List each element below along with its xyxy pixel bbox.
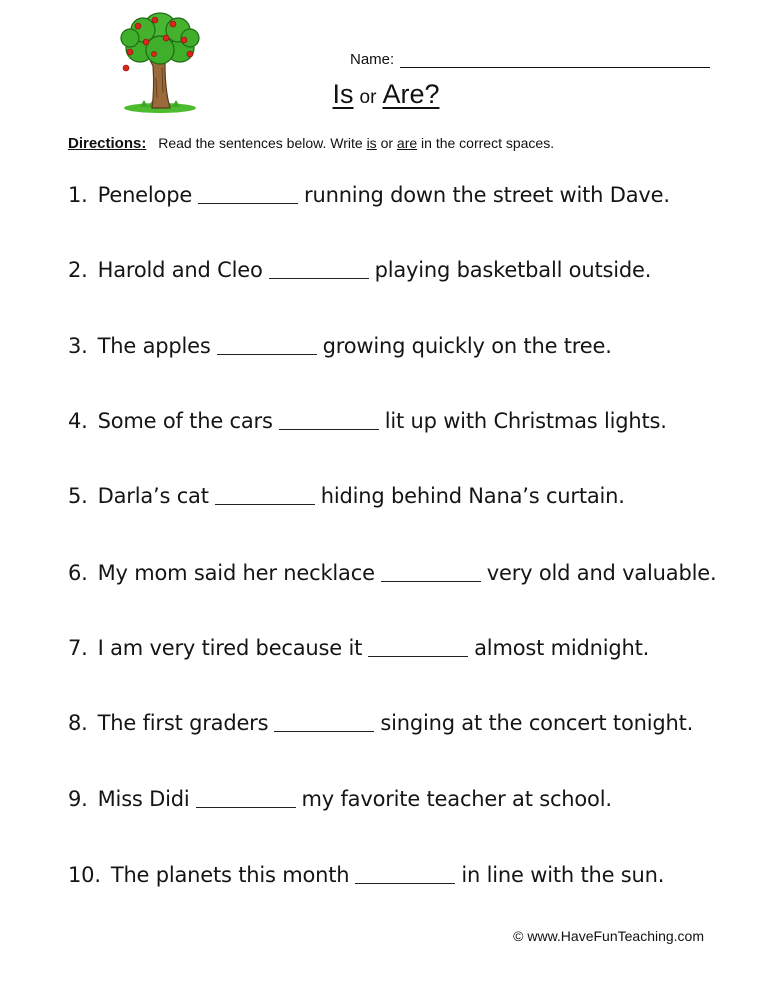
answer-blank[interactable] (279, 409, 379, 430)
question-item (68, 250, 651, 290)
question-text-before: The apples (97, 334, 211, 358)
question-text-before: The planets this month (110, 863, 350, 887)
question-text-before: My mom said her necklace (97, 561, 375, 585)
question-text-after: very old and valuable. (486, 561, 717, 585)
answer-blank[interactable] (355, 863, 455, 884)
title-or: or (359, 87, 377, 108)
copyright-footer: © www.HaveFunTeaching.com (513, 928, 704, 944)
question-number: 8. (68, 711, 88, 735)
answer-blank[interactable] (269, 258, 369, 279)
answer-blank[interactable] (217, 334, 317, 355)
directions-text-before: Read the sentences below. Write (158, 135, 363, 151)
question-item (68, 401, 667, 441)
question-text-before: Some of the cars (97, 409, 273, 433)
question-item (68, 855, 664, 895)
question-item (68, 703, 693, 743)
directions (68, 135, 554, 152)
question-text-before: Harold and Cleo (97, 258, 263, 282)
question-number: 1. (68, 183, 88, 207)
directions-word-are: are (396, 135, 418, 151)
question-item (68, 175, 670, 215)
name-label: Name: (350, 51, 395, 68)
directions-label: Directions: (68, 135, 147, 152)
question-text-after: singing at the concert tonight. (380, 711, 694, 735)
answer-blank[interactable] (274, 711, 374, 732)
worksheet-title (0, 74, 772, 118)
question-number: 4. (68, 409, 88, 433)
question-text-after: in line with the sun. (461, 863, 665, 887)
question-number: 9. (68, 787, 88, 811)
name-input-line[interactable] (400, 49, 710, 68)
question-item (68, 779, 612, 819)
question-text-before: Miss Didi (97, 787, 190, 811)
answer-blank[interactable] (198, 183, 298, 204)
question-number: 10. (68, 863, 101, 887)
question-text-after: almost midnight. (474, 636, 650, 660)
title-are: Are? (382, 79, 440, 109)
question-text-before: I am very tired because it (97, 636, 363, 660)
question-text-after: playing basketball outside. (374, 258, 652, 282)
question-number: 3. (68, 334, 88, 358)
question-item (68, 326, 612, 366)
directions-word-is: is (366, 135, 377, 151)
question-text-after: lit up with Christmas lights. (384, 409, 667, 433)
question-text-before: Darla’s cat (97, 484, 209, 508)
question-number: 6. (68, 561, 88, 585)
question-number: 2. (68, 258, 88, 282)
question-text-before: Penelope (97, 183, 193, 207)
question-text-after: running down the street with Dave. (304, 183, 670, 207)
directions-word-or: or (380, 135, 394, 151)
question-number: 5. (68, 484, 88, 508)
question-item (68, 476, 625, 516)
question-text-before: The first graders (97, 711, 269, 735)
question-text-after: my favorite teacher at school. (301, 787, 612, 811)
title-is: Is (332, 79, 354, 109)
answer-blank[interactable] (196, 787, 296, 808)
name-field-row (350, 44, 710, 68)
question-text-after: hiding behind Nana’s curtain. (320, 484, 625, 508)
answer-blank[interactable] (215, 484, 315, 505)
directions-text-after: in the correct spaces. (421, 135, 555, 151)
question-item (68, 628, 649, 668)
question-number: 7. (68, 636, 88, 660)
answer-blank[interactable] (381, 561, 481, 582)
question-text-after: growing quickly on the tree. (322, 334, 612, 358)
answer-blank[interactable] (368, 636, 468, 657)
question-item (68, 553, 716, 593)
